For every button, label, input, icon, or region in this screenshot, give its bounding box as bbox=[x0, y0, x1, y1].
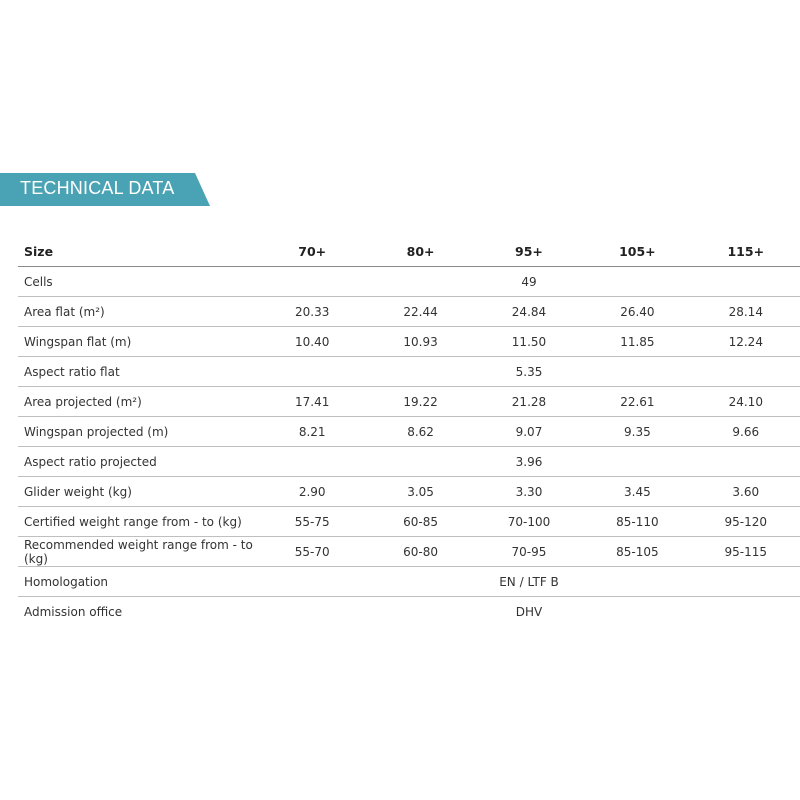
row-value: 8.62 bbox=[366, 417, 474, 447]
row-value: 24.10 bbox=[692, 387, 800, 417]
row-label: Wingspan projected (m) bbox=[18, 417, 258, 447]
row-value: 2.90 bbox=[258, 477, 366, 507]
row-value: 3.30 bbox=[475, 477, 583, 507]
row-label: Wingspan flat (m) bbox=[18, 327, 258, 357]
technical-data-table bbox=[18, 237, 800, 626]
table-row bbox=[18, 597, 800, 627]
table-header-row bbox=[18, 237, 800, 267]
section-banner bbox=[0, 173, 210, 206]
row-value: 70-100 bbox=[475, 507, 583, 537]
row-value: 3.05 bbox=[366, 477, 474, 507]
row-value: 11.50 bbox=[475, 327, 583, 357]
row-value: 55-75 bbox=[258, 507, 366, 537]
row-value: 70-95 bbox=[475, 537, 583, 567]
row-label: Certified weight range from - to (kg) bbox=[18, 507, 258, 537]
header-size-80: 80+ bbox=[366, 237, 474, 267]
row-value: 55-70 bbox=[258, 537, 366, 567]
row-value: 95-115 bbox=[692, 537, 800, 567]
row-value: 85-105 bbox=[583, 537, 691, 567]
section-title: TECHNICAL DATA bbox=[20, 178, 175, 198]
row-shared-value: 5.35 bbox=[258, 357, 800, 387]
row-value: 8.21 bbox=[258, 417, 366, 447]
row-shared-value: 3.96 bbox=[258, 447, 800, 477]
row-value: 60-85 bbox=[366, 507, 474, 537]
row-label: Aspect ratio projected bbox=[18, 447, 258, 477]
table-row bbox=[18, 537, 800, 567]
header-size: Size bbox=[18, 237, 258, 267]
table-row bbox=[18, 327, 800, 357]
row-value: 95-120 bbox=[692, 507, 800, 537]
table-row bbox=[18, 417, 800, 447]
table-row bbox=[18, 477, 800, 507]
header-size-115: 115+ bbox=[692, 237, 800, 267]
row-value: 21.28 bbox=[475, 387, 583, 417]
table-row bbox=[18, 567, 800, 597]
row-label: Admission office bbox=[24, 604, 123, 619]
row-value: 60-80 bbox=[366, 537, 474, 567]
row-shared-value: 49 bbox=[258, 267, 800, 297]
table-row bbox=[18, 357, 800, 387]
row-value: 9.35 bbox=[583, 417, 691, 447]
row-value: 26.40 bbox=[583, 297, 691, 327]
row-label: Area projected (m²) bbox=[18, 387, 258, 417]
row-value: 24.84 bbox=[475, 297, 583, 327]
header-size-70: 70+ bbox=[258, 237, 366, 267]
row-shared-value: EN / LTF B bbox=[258, 567, 800, 597]
row-value: 9.66 bbox=[692, 417, 800, 447]
row-value: 3.45 bbox=[583, 477, 691, 507]
row-value: 12.24 bbox=[692, 327, 800, 357]
row-value: 19.22 bbox=[366, 387, 474, 417]
row-label: Aspect ratio flat bbox=[18, 357, 258, 387]
row-label: Recommended weight range from - to (kg) bbox=[18, 537, 258, 567]
row-value: 10.93 bbox=[366, 327, 474, 357]
row-value: 11.85 bbox=[583, 327, 691, 357]
row-shared-value: DHV bbox=[515, 604, 543, 619]
table-row bbox=[18, 267, 800, 297]
header-size-105: 105+ bbox=[583, 237, 691, 267]
row-value: 22.61 bbox=[583, 387, 691, 417]
row-label: Homologation bbox=[18, 567, 258, 597]
header-size-95: 95+ bbox=[475, 237, 583, 267]
row-value: 3.60 bbox=[692, 477, 800, 507]
row-label: Cells bbox=[18, 267, 258, 297]
row-value: 17.41 bbox=[258, 387, 366, 417]
row-value: 9.07 bbox=[475, 417, 583, 447]
row-value: 28.14 bbox=[692, 297, 800, 327]
table-row bbox=[18, 297, 800, 327]
table-row bbox=[18, 507, 800, 537]
row-label: Area flat (m²) bbox=[18, 297, 258, 327]
row-label: Glider weight (kg) bbox=[18, 477, 258, 507]
table-row bbox=[18, 387, 800, 417]
row-value: 10.40 bbox=[258, 327, 366, 357]
row-value: 20.33 bbox=[258, 297, 366, 327]
table-row bbox=[18, 447, 800, 477]
row-value: 85-110 bbox=[583, 507, 691, 537]
row-value: 22.44 bbox=[366, 297, 474, 327]
